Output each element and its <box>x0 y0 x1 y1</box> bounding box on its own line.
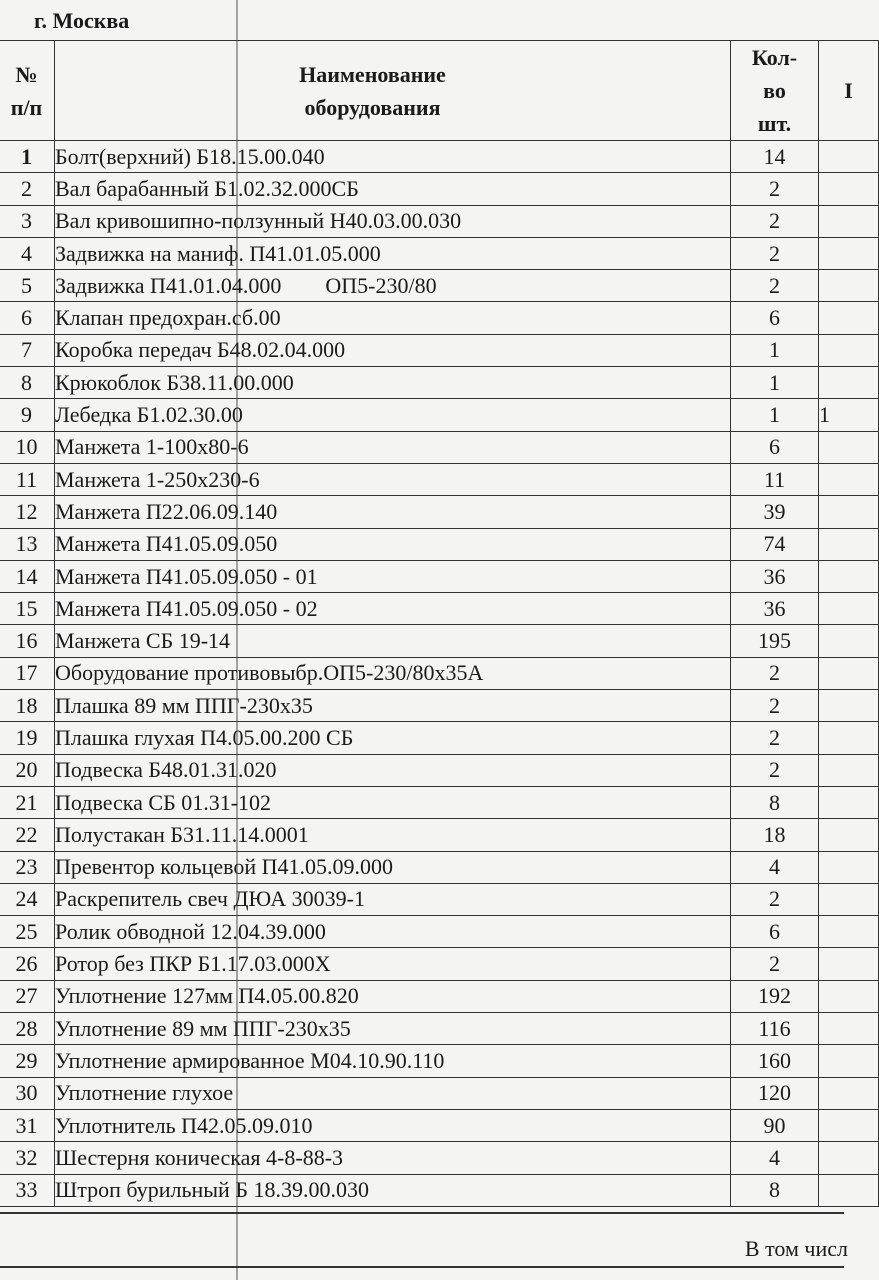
row-extra <box>819 141 879 173</box>
row-number: 12 <box>0 496 55 528</box>
row-name: Манжета П41.05.09.050 - 02 <box>55 593 731 625</box>
row-extra <box>819 496 879 528</box>
row-extra <box>819 916 879 948</box>
row-quantity: 8 <box>731 786 819 818</box>
row-extra <box>819 948 879 980</box>
row-number: 3 <box>0 205 55 237</box>
row-number: 20 <box>0 754 55 786</box>
row-number: 29 <box>0 1045 55 1077</box>
row-name: Ролик обводной 12.04.39.000 <box>55 916 731 948</box>
row-quantity: 4 <box>731 1142 819 1174</box>
table-row <box>0 786 879 818</box>
row-extra <box>819 1109 879 1141</box>
row-number: 14 <box>0 560 55 592</box>
header-quantity-line2: во <box>763 78 786 103</box>
table-row <box>0 463 879 495</box>
row-name: Ротор без ПКР Б1.17.03.000Х <box>55 948 731 980</box>
table-row <box>0 560 879 592</box>
row-extra <box>819 754 879 786</box>
row-number: 22 <box>0 819 55 851</box>
row-name: Клапан предохран.сб.00 <box>55 302 731 334</box>
table-row <box>0 980 879 1012</box>
row-quantity: 36 <box>731 560 819 592</box>
row-number: 8 <box>0 367 55 399</box>
header-number-line2: п/п <box>10 94 43 120</box>
table-row <box>0 948 879 980</box>
row-quantity: 160 <box>731 1045 819 1077</box>
row-name: Вал кривошипно-ползунный Н40.03.00.030 <box>55 205 731 237</box>
row-name: Лебедка Б1.02.30.00 <box>55 399 731 431</box>
table-row <box>0 1174 879 1206</box>
row-name: Уплотнитель П42.05.09.010 <box>55 1109 731 1141</box>
row-extra <box>819 883 879 915</box>
row-extra <box>819 334 879 366</box>
row-quantity: 2 <box>731 722 819 754</box>
row-quantity: 195 <box>731 625 819 657</box>
table-row <box>0 1109 879 1141</box>
row-number: 24 <box>0 883 55 915</box>
row-quantity: 4 <box>731 851 819 883</box>
header-extra: I <box>819 41 879 141</box>
row-extra <box>819 722 879 754</box>
row-quantity: 8 <box>731 1174 819 1206</box>
table-row <box>0 1077 879 1109</box>
row-name: Плашка глухая П4.05.00.200 СБ <box>55 722 731 754</box>
row-quantity: 14 <box>731 141 819 173</box>
row-extra <box>819 463 879 495</box>
row-number: 17 <box>0 657 55 689</box>
header-number <box>0 41 55 141</box>
row-number: 23 <box>0 851 55 883</box>
row-name: Плашка 89 мм ППГ-230х35 <box>55 690 731 722</box>
row-quantity: 11 <box>731 463 819 495</box>
row-number: 26 <box>0 948 55 980</box>
row-name: Уплотнение армированное М04.10.90.110 <box>55 1045 731 1077</box>
row-name: Задвижка П41.01.04.000 ОП5-230/80 <box>55 270 731 302</box>
row-number: 19 <box>0 722 55 754</box>
row-name: Шестерня коническая 4-8-88-3 <box>55 1142 731 1174</box>
row-quantity: 6 <box>731 431 819 463</box>
row-extra <box>819 560 879 592</box>
row-extra <box>819 1045 879 1077</box>
row-extra <box>819 528 879 560</box>
row-extra <box>819 431 879 463</box>
row-name: Болт(верхний) Б18.15.00.040 <box>55 141 731 173</box>
row-name: Раскрепитель свеч ДЮА 30039-1 <box>55 883 731 915</box>
table-row <box>0 851 879 883</box>
row-name: Манжета СБ 19-14 <box>55 625 731 657</box>
row-name: Полустакан Б31.11.14.0001 <box>55 819 731 851</box>
row-quantity: 2 <box>731 205 819 237</box>
row-quantity: 2 <box>731 690 819 722</box>
row-number: 5 <box>0 270 55 302</box>
row-name: Подвеска СБ 01.31-102 <box>55 786 731 818</box>
table-row <box>0 270 879 302</box>
row-number: 31 <box>0 1109 55 1141</box>
row-quantity: 192 <box>731 980 819 1012</box>
row-quantity: 116 <box>731 1013 819 1045</box>
city-heading: г. Москва <box>34 8 130 33</box>
row-number: 32 <box>0 1142 55 1174</box>
row-extra <box>819 1142 879 1174</box>
row-number: 2 <box>0 173 55 205</box>
row-name: Манжета П41.05.09.050 - 01 <box>55 560 731 592</box>
header-number-line1: № <box>15 61 38 87</box>
table-row <box>0 399 879 431</box>
fold-line <box>236 0 238 1280</box>
header-quantity-line1: Кол- <box>751 45 798 70</box>
row-extra <box>819 690 879 722</box>
row-quantity: 18 <box>731 819 819 851</box>
row-name: Манжета П22.06.09.140 <box>55 496 731 528</box>
table-row <box>0 657 879 689</box>
table-row <box>0 1013 879 1045</box>
equipment-table <box>0 40 879 1207</box>
row-extra <box>819 302 879 334</box>
row-name: Уплотнение глухое <box>55 1077 731 1109</box>
table-row <box>0 690 879 722</box>
header-name-line1: Наименование <box>299 61 446 87</box>
header-name <box>55 41 731 141</box>
row-number: 30 <box>0 1077 55 1109</box>
row-name: Манжета П41.05.09.050 <box>55 528 731 560</box>
row-name: Подвеска Б48.01.31.020 <box>55 754 731 786</box>
row-extra <box>819 1174 879 1206</box>
row-number: 11 <box>0 463 55 495</box>
table-row <box>0 1045 879 1077</box>
row-name: Уплотнение 89 мм ППГ-230х35 <box>55 1013 731 1045</box>
row-quantity: 6 <box>731 302 819 334</box>
table-row <box>0 173 879 205</box>
row-quantity: 2 <box>731 948 819 980</box>
table-row <box>0 431 879 463</box>
row-extra <box>819 1013 879 1045</box>
row-extra <box>819 367 879 399</box>
row-number: 7 <box>0 334 55 366</box>
table-body <box>0 141 879 1207</box>
table-row <box>0 205 879 237</box>
table-row <box>0 334 879 366</box>
row-number: 25 <box>0 916 55 948</box>
row-extra <box>819 237 879 269</box>
row-extra <box>819 657 879 689</box>
row-number: 21 <box>0 786 55 818</box>
row-extra <box>819 980 879 1012</box>
row-quantity: 1 <box>731 334 819 366</box>
header-name-line2: оборудования <box>304 94 441 120</box>
row-quantity: 2 <box>731 237 819 269</box>
row-name: Манжета 1-250х230-6 <box>55 463 731 495</box>
table-row <box>0 1142 879 1174</box>
row-quantity: 39 <box>731 496 819 528</box>
row-name: Штроп бурильный Б 18.39.00.030 <box>55 1174 731 1206</box>
table-row <box>0 302 879 334</box>
row-number: 4 <box>0 237 55 269</box>
row-name: Манжета 1-100х80-6 <box>55 431 731 463</box>
row-name: Вал барабанный Б1.02.32.000СБ <box>55 173 731 205</box>
footer-text: В том числ <box>744 1236 848 1261</box>
header-quantity-line3: шт. <box>757 111 792 136</box>
row-quantity: 2 <box>731 754 819 786</box>
row-quantity: 1 <box>731 399 819 431</box>
table-row <box>0 754 879 786</box>
row-extra <box>819 205 879 237</box>
row-number: 27 <box>0 980 55 1012</box>
table-row <box>0 722 879 754</box>
row-extra <box>819 173 879 205</box>
row-name: Превентор кольцевой П41.05.09.000 <box>55 851 731 883</box>
row-number: 28 <box>0 1013 55 1045</box>
table-row <box>0 819 879 851</box>
row-name: Задвижка на маниф. П41.01.05.000 <box>55 237 731 269</box>
row-quantity: 36 <box>731 593 819 625</box>
header-quantity <box>731 41 819 141</box>
table-row <box>0 141 879 173</box>
row-number: 6 <box>0 302 55 334</box>
row-extra: 1 <box>819 399 879 431</box>
row-extra <box>819 625 879 657</box>
table-row <box>0 883 879 915</box>
row-number: 18 <box>0 690 55 722</box>
row-extra <box>819 1077 879 1109</box>
table-header-row <box>0 41 879 141</box>
row-quantity: 120 <box>731 1077 819 1109</box>
row-name: Уплотнение 127мм П4.05.00.820 <box>55 980 731 1012</box>
row-extra <box>819 593 879 625</box>
row-name: Оборудование противовыбр.ОП5-230/80х35А <box>55 657 731 689</box>
row-quantity: 6 <box>731 916 819 948</box>
row-number: 9 <box>0 399 55 431</box>
table-row <box>0 528 879 560</box>
row-number: 15 <box>0 593 55 625</box>
footer-divider-bottom <box>0 1266 844 1268</box>
table-row <box>0 367 879 399</box>
row-quantity: 2 <box>731 657 819 689</box>
table-row <box>0 593 879 625</box>
row-number: 33 <box>0 1174 55 1206</box>
row-extra <box>819 270 879 302</box>
row-quantity: 90 <box>731 1109 819 1141</box>
row-extra <box>819 819 879 851</box>
row-number: 16 <box>0 625 55 657</box>
table-row <box>0 916 879 948</box>
row-quantity: 2 <box>731 173 819 205</box>
table-row <box>0 237 879 269</box>
row-name: Коробка передач Б48.02.04.000 <box>55 334 731 366</box>
table-row <box>0 625 879 657</box>
row-name: Крюкоблок Б38.11.00.000 <box>55 367 731 399</box>
row-extra <box>819 786 879 818</box>
row-number: 13 <box>0 528 55 560</box>
row-number: 1 <box>0 141 55 173</box>
footer-divider-top <box>0 1212 844 1214</box>
table-row <box>0 496 879 528</box>
row-extra <box>819 851 879 883</box>
row-quantity: 1 <box>731 367 819 399</box>
row-quantity: 2 <box>731 270 819 302</box>
row-number: 10 <box>0 431 55 463</box>
row-quantity: 74 <box>731 528 819 560</box>
row-quantity: 2 <box>731 883 819 915</box>
